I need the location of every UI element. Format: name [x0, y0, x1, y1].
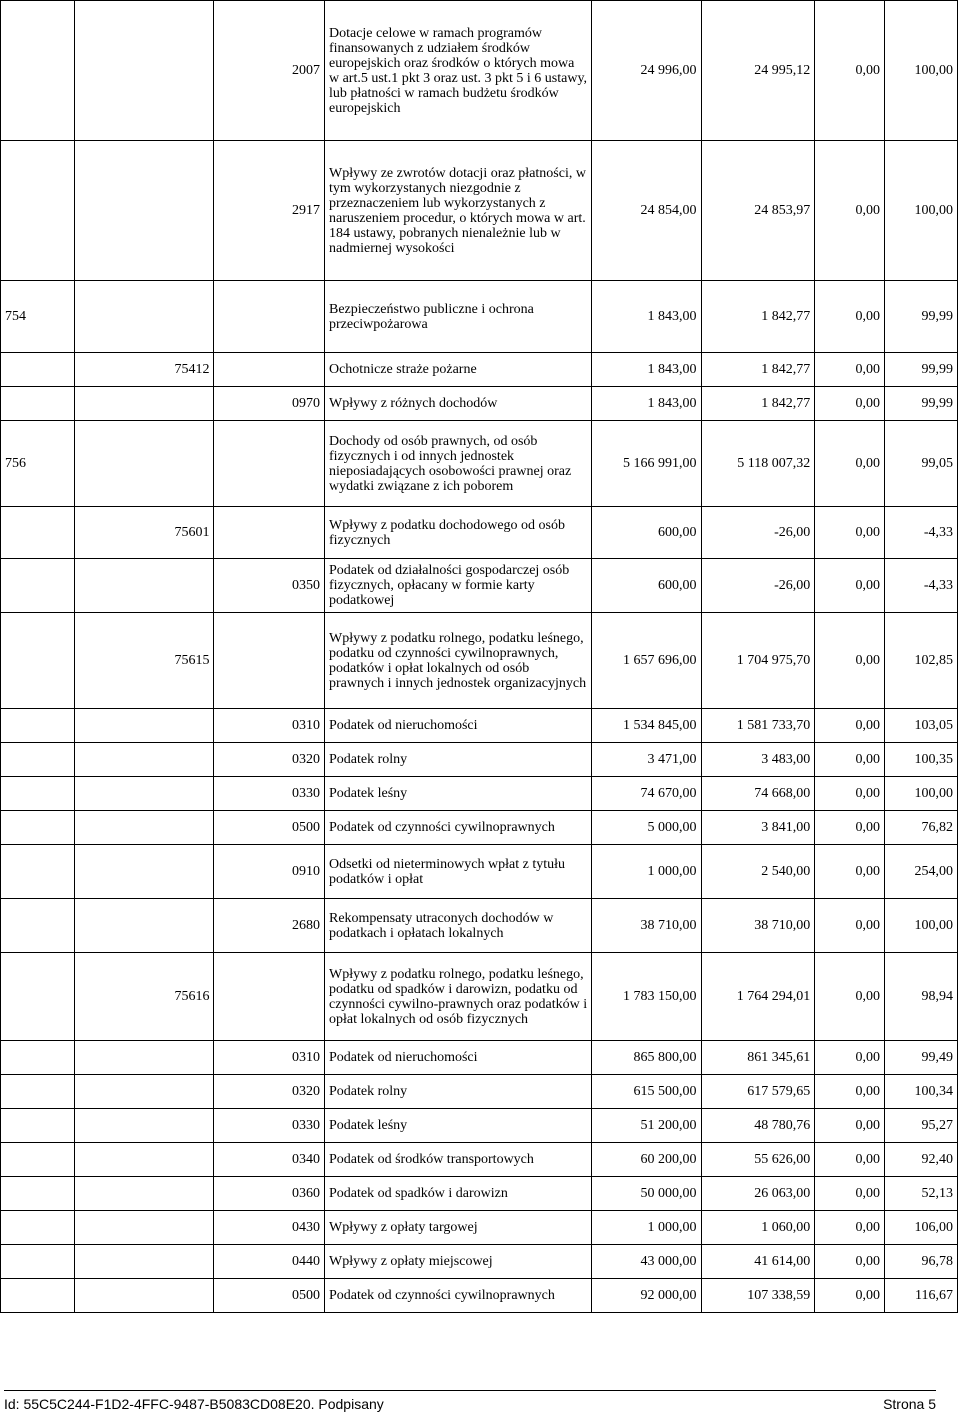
table-row: [1, 1041, 958, 1075]
division-code: [1, 1211, 75, 1245]
executed-amount: 74 668,00: [701, 777, 815, 811]
execution-percent: 99,49: [885, 1041, 958, 1075]
executed-amount: 41 614,00: [701, 1245, 815, 1279]
division-code: [1, 1177, 75, 1211]
other-amount: 0,00: [815, 1109, 885, 1143]
budget-table-body: [1, 1, 958, 1313]
division-code: [1, 613, 75, 709]
table-row: [1, 1177, 958, 1211]
division-code: [1, 899, 75, 953]
plan-amount: 60 200,00: [592, 1143, 701, 1177]
division-code: [1, 1245, 75, 1279]
paragraph-code: 0970: [214, 387, 325, 421]
chapter-code: [75, 1075, 214, 1109]
plan-amount: 38 710,00: [592, 899, 701, 953]
chapter-code: [75, 1211, 214, 1245]
chapter-code: 75616: [75, 953, 214, 1041]
plan-amount: 51 200,00: [592, 1109, 701, 1143]
execution-percent: -4,33: [885, 507, 958, 559]
other-amount: 0,00: [815, 899, 885, 953]
other-amount: 0,00: [815, 845, 885, 899]
row-description: Wpływy z podatku rolnego, podatku leśnego, podatku od czynności cywilnoprawnych, podatków i opłat lokalnych od osób prawnych i innych jednostek organizacyjnych: [324, 613, 591, 709]
table-row: [1, 1, 958, 141]
paragraph-code: [214, 353, 325, 387]
other-amount: 0,00: [815, 777, 885, 811]
row-description: Wpływy z podatku dochodowego od osób fizycznych: [324, 507, 591, 559]
table-row: [1, 1211, 958, 1245]
plan-amount: 24 854,00: [592, 141, 701, 281]
page-footer: [4, 1396, 936, 1412]
division-code: [1, 1075, 75, 1109]
execution-percent: 106,00: [885, 1211, 958, 1245]
plan-amount: 1 783 150,00: [592, 953, 701, 1041]
paragraph-code: 2007: [214, 1, 325, 141]
table-row: [1, 811, 958, 845]
paragraph-code: [214, 281, 325, 353]
table-row: [1, 613, 958, 709]
table-row: [1, 899, 958, 953]
executed-amount: 861 345,61: [701, 1041, 815, 1075]
division-code: [1, 559, 75, 613]
chapter-code: [75, 141, 214, 281]
division-code: 756: [1, 421, 75, 507]
plan-amount: 1 843,00: [592, 387, 701, 421]
execution-percent: 100,00: [885, 1, 958, 141]
table-row: [1, 387, 958, 421]
execution-percent: 102,85: [885, 613, 958, 709]
execution-percent: 96,78: [885, 1245, 958, 1279]
executed-amount: 1 581 733,70: [701, 709, 815, 743]
chapter-code: [75, 281, 214, 353]
table-row: [1, 507, 958, 559]
executed-amount: 3 483,00: [701, 743, 815, 777]
division-code: [1, 743, 75, 777]
execution-percent: 100,00: [885, 141, 958, 281]
footer-divider: [4, 1390, 936, 1391]
row-description: Podatek rolny: [324, 743, 591, 777]
chapter-code: [75, 709, 214, 743]
other-amount: 0,00: [815, 141, 885, 281]
table-row: [1, 281, 958, 353]
other-amount: 0,00: [815, 507, 885, 559]
division-code: [1, 1279, 75, 1313]
chapter-code: [75, 777, 214, 811]
table-row: [1, 953, 958, 1041]
paragraph-code: 2917: [214, 141, 325, 281]
table-row: [1, 1245, 958, 1279]
execution-percent: 99,99: [885, 387, 958, 421]
plan-amount: 74 670,00: [592, 777, 701, 811]
chapter-code: [75, 899, 214, 953]
execution-percent: 116,67: [885, 1279, 958, 1313]
plan-amount: 3 471,00: [592, 743, 701, 777]
chapter-code: [75, 1109, 214, 1143]
other-amount: 0,00: [815, 559, 885, 613]
paragraph-code: 0910: [214, 845, 325, 899]
table-row: [1, 1143, 958, 1177]
plan-amount: 1 843,00: [592, 353, 701, 387]
plan-amount: 600,00: [592, 507, 701, 559]
table-row: [1, 421, 958, 507]
plan-amount: 865 800,00: [592, 1041, 701, 1075]
chapter-code: [75, 387, 214, 421]
other-amount: 0,00: [815, 1177, 885, 1211]
row-description: Dochody od osób prawnych, od osób fizycznych i od innych jednostek nieposiadających osobowości prawnej oraz wydatki związane z ich poborem: [324, 421, 591, 507]
executed-amount: 2 540,00: [701, 845, 815, 899]
division-code: [1, 1, 75, 141]
executed-amount: -26,00: [701, 507, 815, 559]
division-code: 754: [1, 281, 75, 353]
paragraph-code: [214, 507, 325, 559]
row-description: Podatek od działalności gospodarczej osób fizycznych, opłacany w formie karty podatkowej: [324, 559, 591, 613]
division-code: [1, 1041, 75, 1075]
paragraph-code: 0330: [214, 1109, 325, 1143]
table-row: [1, 777, 958, 811]
other-amount: 0,00: [815, 1041, 885, 1075]
chapter-code: 75615: [75, 613, 214, 709]
other-amount: 0,00: [815, 613, 885, 709]
chapter-code: [75, 845, 214, 899]
other-amount: 0,00: [815, 421, 885, 507]
table-row: [1, 141, 958, 281]
executed-amount: 107 338,59: [701, 1279, 815, 1313]
plan-amount: 1 000,00: [592, 1211, 701, 1245]
executed-amount: 1 764 294,01: [701, 953, 815, 1041]
table-row: [1, 743, 958, 777]
paragraph-code: [214, 613, 325, 709]
executed-amount: 1 842,77: [701, 387, 815, 421]
chapter-code: [75, 1245, 214, 1279]
paragraph-code: 0440: [214, 1245, 325, 1279]
executed-amount: 1 842,77: [701, 353, 815, 387]
plan-amount: 1 843,00: [592, 281, 701, 353]
plan-amount: 1 657 696,00: [592, 613, 701, 709]
paragraph-code: 0340: [214, 1143, 325, 1177]
plan-amount: 1 534 845,00: [592, 709, 701, 743]
executed-amount: 1 704 975,70: [701, 613, 815, 709]
paragraph-code: [214, 421, 325, 507]
row-description: Wpływy z opłaty miejscowej: [324, 1245, 591, 1279]
division-code: [1, 709, 75, 743]
other-amount: 0,00: [815, 811, 885, 845]
division-code: [1, 141, 75, 281]
document-id: Id: 55C5C244-F1D2-4FFC-9487-B5083CD08E20. Podpisany: [4, 1396, 384, 1412]
chapter-code: 75601: [75, 507, 214, 559]
chapter-code: [75, 743, 214, 777]
execution-percent: 99,99: [885, 353, 958, 387]
page-number: Strona 5: [883, 1396, 936, 1412]
division-code: [1, 1109, 75, 1143]
paragraph-code: 2680: [214, 899, 325, 953]
division-code: [1, 845, 75, 899]
other-amount: 0,00: [815, 1245, 885, 1279]
other-amount: 0,00: [815, 387, 885, 421]
plan-amount: 1 000,00: [592, 845, 701, 899]
plan-amount: 600,00: [592, 559, 701, 613]
row-description: Podatek leśny: [324, 1109, 591, 1143]
row-description: Wpływy z różnych dochodów: [324, 387, 591, 421]
chapter-code: [75, 559, 214, 613]
row-description: Podatek rolny: [324, 1075, 591, 1109]
plan-amount: 43 000,00: [592, 1245, 701, 1279]
executed-amount: 5 118 007,32: [701, 421, 815, 507]
row-description: Podatek od nieruchomości: [324, 1041, 591, 1075]
other-amount: 0,00: [815, 953, 885, 1041]
other-amount: 0,00: [815, 1279, 885, 1313]
other-amount: 0,00: [815, 1211, 885, 1245]
division-code: [1, 811, 75, 845]
chapter-code: [75, 1177, 214, 1211]
plan-amount: 50 000,00: [592, 1177, 701, 1211]
row-description: Podatek od spadków i darowizn: [324, 1177, 591, 1211]
execution-percent: 95,27: [885, 1109, 958, 1143]
execution-percent: 99,99: [885, 281, 958, 353]
table-row: [1, 709, 958, 743]
executed-amount: 617 579,65: [701, 1075, 815, 1109]
execution-percent: 100,34: [885, 1075, 958, 1109]
row-description: Wpływy z opłaty targowej: [324, 1211, 591, 1245]
execution-percent: -4,33: [885, 559, 958, 613]
chapter-code: [75, 1041, 214, 1075]
plan-amount: 615 500,00: [592, 1075, 701, 1109]
execution-percent: 76,82: [885, 811, 958, 845]
other-amount: 0,00: [815, 743, 885, 777]
executed-amount: 26 063,00: [701, 1177, 815, 1211]
other-amount: 0,00: [815, 353, 885, 387]
division-code: [1, 353, 75, 387]
paragraph-code: 0310: [214, 1041, 325, 1075]
paragraph-code: 0320: [214, 1075, 325, 1109]
plan-amount: 24 996,00: [592, 1, 701, 141]
chapter-code: [75, 1279, 214, 1313]
paragraph-code: 0310: [214, 709, 325, 743]
execution-percent: 98,94: [885, 953, 958, 1041]
execution-percent: 52,13: [885, 1177, 958, 1211]
paragraph-code: 0360: [214, 1177, 325, 1211]
plan-amount: 92 000,00: [592, 1279, 701, 1313]
row-description: Dotacje celowe w ramach programów finansowanych z udziałem środków europejskich oraz środków o których mowa w art.5 ust.1 pkt 3 oraz ust. 3 pkt 5 i 6 ustawy, lub płatności w ramach budżetu środków europejskich: [324, 1, 591, 141]
other-amount: 0,00: [815, 281, 885, 353]
execution-percent: 100,00: [885, 777, 958, 811]
execution-percent: 254,00: [885, 845, 958, 899]
executed-amount: 24 853,97: [701, 141, 815, 281]
executed-amount: 3 841,00: [701, 811, 815, 845]
table-row: [1, 1109, 958, 1143]
executed-amount: -26,00: [701, 559, 815, 613]
paragraph-code: 0500: [214, 811, 325, 845]
table-row: [1, 1279, 958, 1313]
executed-amount: 24 995,12: [701, 1, 815, 141]
execution-percent: 103,05: [885, 709, 958, 743]
chapter-code: 75412: [75, 353, 214, 387]
table-row: [1, 353, 958, 387]
other-amount: 0,00: [815, 1143, 885, 1177]
table-row: [1, 845, 958, 899]
division-code: [1, 507, 75, 559]
row-description: Podatek od czynności cywilnoprawnych: [324, 811, 591, 845]
division-code: [1, 1143, 75, 1177]
row-description: Podatek leśny: [324, 777, 591, 811]
row-description: Wpływy ze zwrotów dotacji oraz płatności, w tym wykorzystanych niezgodnie z przeznaczeniem lub wykorzystanych z naruszeniem procedur, o których mowa w art. 184 ustawy, pobranych nienależnie lub w nadmiernej wysokości: [324, 141, 591, 281]
division-code: [1, 387, 75, 421]
executed-amount: 38 710,00: [701, 899, 815, 953]
row-description: Ochotnicze straże pożarne: [324, 353, 591, 387]
other-amount: 0,00: [815, 1, 885, 141]
row-description: Podatek od środków transportowych: [324, 1143, 591, 1177]
plan-amount: 5 166 991,00: [592, 421, 701, 507]
row-description: Bezpieczeństwo publiczne i ochrona przeciwpożarowa: [324, 281, 591, 353]
execution-percent: 100,35: [885, 743, 958, 777]
paragraph-code: 0500: [214, 1279, 325, 1313]
paragraph-code: 0330: [214, 777, 325, 811]
executed-amount: 48 780,76: [701, 1109, 815, 1143]
chapter-code: [75, 1143, 214, 1177]
row-description: Podatek od czynności cywilnoprawnych: [324, 1279, 591, 1313]
paragraph-code: 0320: [214, 743, 325, 777]
execution-percent: 92,40: [885, 1143, 958, 1177]
chapter-code: [75, 1, 214, 141]
chapter-code: [75, 811, 214, 845]
other-amount: 0,00: [815, 1075, 885, 1109]
paragraph-code: 0350: [214, 559, 325, 613]
row-description: Odsetki od nieterminowych wpłat z tytułu podatków i opłat: [324, 845, 591, 899]
chapter-code: [75, 421, 214, 507]
row-description: Rekompensaty utraconych dochodów w podatkach i opłatach lokalnych: [324, 899, 591, 953]
division-code: [1, 777, 75, 811]
table-row: [1, 559, 958, 613]
plan-amount: 5 000,00: [592, 811, 701, 845]
executed-amount: 1 842,77: [701, 281, 815, 353]
execution-percent: 99,05: [885, 421, 958, 507]
row-description: Podatek od nieruchomości: [324, 709, 591, 743]
table-row: [1, 1075, 958, 1109]
executed-amount: 1 060,00: [701, 1211, 815, 1245]
other-amount: 0,00: [815, 709, 885, 743]
paragraph-code: [214, 953, 325, 1041]
execution-percent: 100,00: [885, 899, 958, 953]
division-code: [1, 953, 75, 1041]
paragraph-code: 0430: [214, 1211, 325, 1245]
row-description: Wpływy z podatku rolnego, podatku leśnego, podatku od spadków i darowizn, podatku od czynności cywilno-prawnych oraz podatków i opłat lokalnych od osób fizycznych: [324, 953, 591, 1041]
executed-amount: 55 626,00: [701, 1143, 815, 1177]
